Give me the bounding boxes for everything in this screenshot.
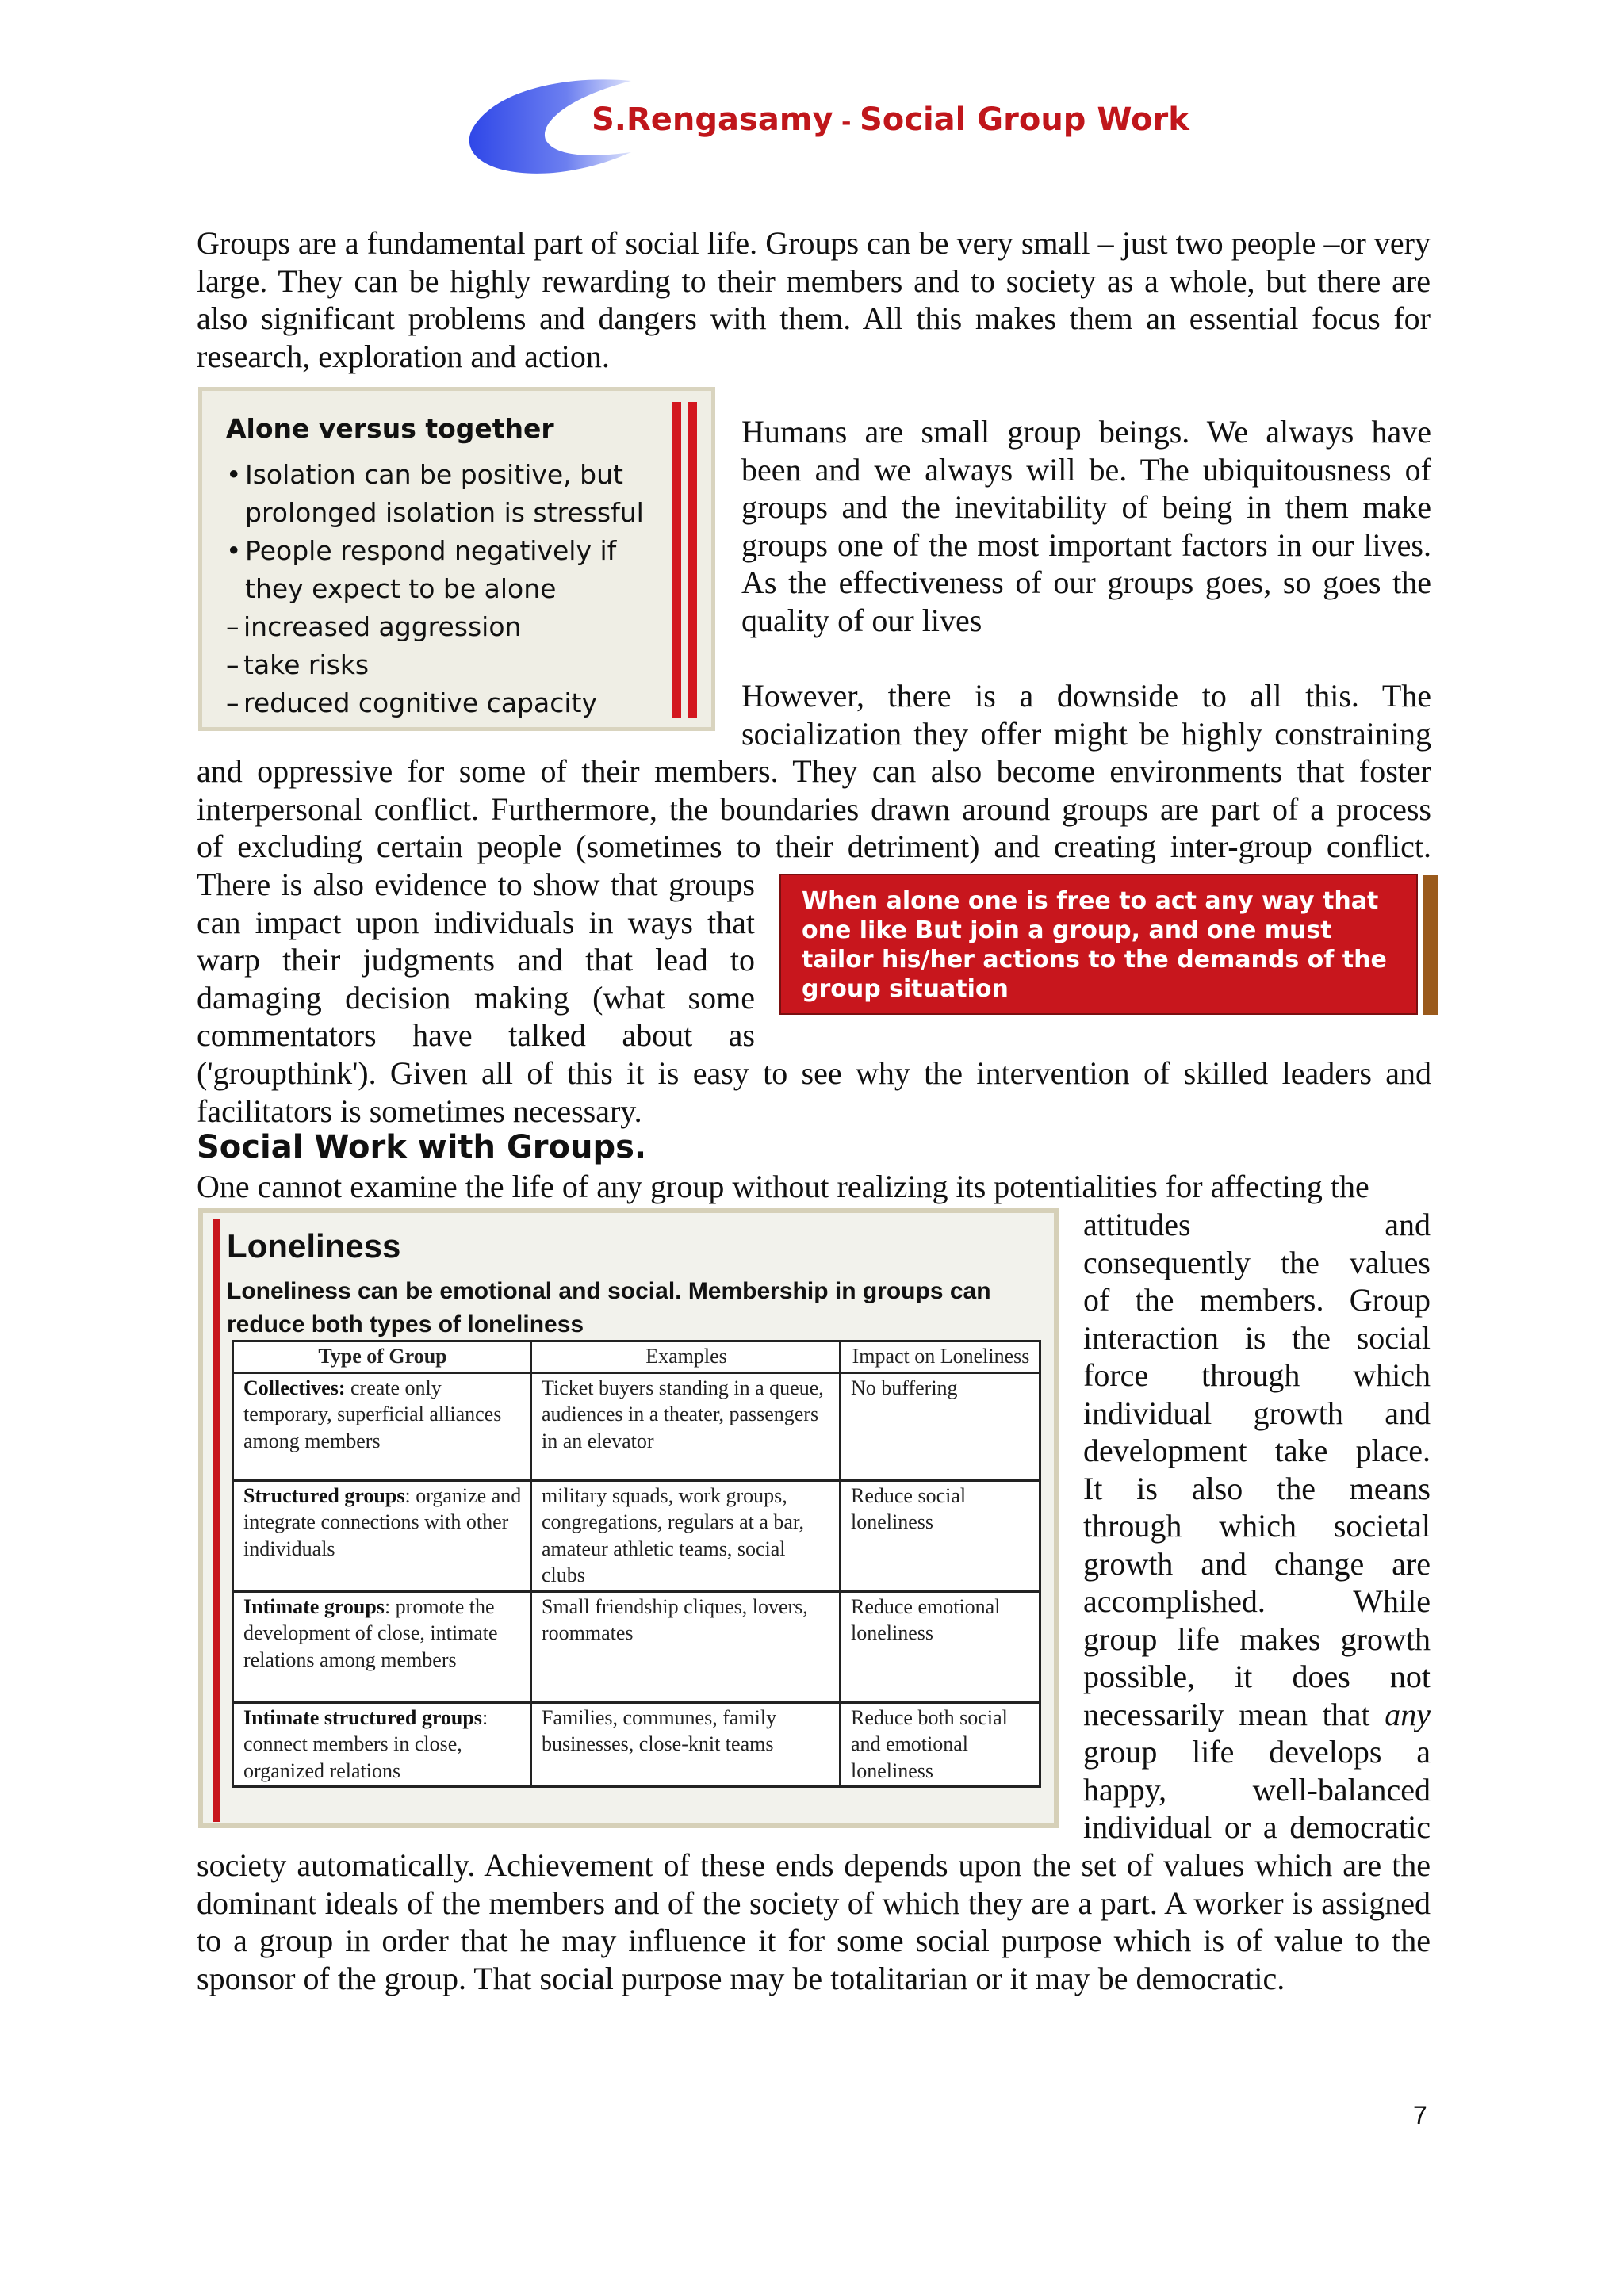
- side-line: attitudes and: [1083, 1207, 1431, 1242]
- alone-together-content: [226, 410, 670, 722]
- side-line: accomplished. While: [1083, 1583, 1431, 1619]
- section-first-line: One cannot examine the life of any group without realizing its potentialities for affecting the: [197, 1169, 1369, 1204]
- however-line: socialization they offer might be highly constraining: [741, 716, 1431, 752]
- table-cell-examples: military squads, work groups, congregations, regulars at a bar, amateur athletic teams, social clubs: [531, 1480, 841, 1591]
- alone-item-text: People respond negatively if they expect to be alone: [245, 535, 617, 604]
- alone-item: [226, 646, 670, 684]
- alone-item-text: reduced cognitive capacity: [243, 687, 597, 718]
- header-separator: -: [833, 109, 860, 136]
- humans-paragraph: Humans are small group beings. We always have been and we always will be. The ubiquitousness of groups and the inevitability of being in them make groups one of the most important factors in our lives. As the effectiveness of our groups goes, so goes the quality of our lives: [741, 414, 1431, 638]
- loneliness-subtitle: Loneliness can be emotional and social. Membership in groups can reduce both types of loneliness: [227, 1278, 991, 1337]
- alone-together-title: Alone versus together: [226, 413, 554, 444]
- side-column: [1083, 1206, 1431, 1846]
- table-cell-type: Intimate groups: promote the development of close, intimate relations among members: [233, 1591, 531, 1702]
- table-cell-impact: Reduce both social and emotional loneliness: [841, 1702, 1040, 1787]
- bullet-marker: •: [226, 459, 242, 490]
- side-line: individual growth and: [1083, 1395, 1431, 1431]
- evidence-line: There is also evidence to show that groups: [197, 867, 755, 902]
- side-line: group life makes growth: [1083, 1621, 1431, 1657]
- side-line: growth and change are: [1083, 1545, 1431, 1582]
- alone-item-text: take risks: [243, 649, 370, 680]
- table-row: [233, 1480, 1040, 1591]
- side-line: possible, it does not: [1083, 1659, 1431, 1694]
- alone-item: [226, 456, 670, 532]
- bullet-marker: •: [226, 535, 242, 566]
- decorative-red-bars: [672, 402, 699, 718]
- however-line: However, there is a downside to all this. The: [741, 678, 1431, 714]
- side-line: It is also the means: [1083, 1470, 1431, 1506]
- loneliness-red-bar: [213, 1219, 220, 1822]
- side-line: group life develops a: [1083, 1734, 1431, 1770]
- table-cell-examples: Families, communes, family businesses, close-knit teams: [531, 1702, 841, 1787]
- table-row: [233, 1372, 1040, 1480]
- header-author: S.Rengasamy: [592, 101, 833, 138]
- table-cell-examples: Ticket buyers standing in a queue, audiences in a theater, passengers in an elevator: [531, 1372, 841, 1480]
- alone-item: [226, 684, 670, 722]
- alone-item: [226, 532, 670, 608]
- side-line-italic: necessarily mean that any: [1083, 1696, 1431, 1732]
- dash-marker: –: [226, 611, 239, 642]
- header-work-title: Social Group Work: [859, 101, 1189, 138]
- header-title: [592, 101, 1189, 138]
- section-heading: Social Work with Groups.: [197, 1129, 647, 1165]
- table-cell-examples: Small friendship cliques, lovers, roommates: [531, 1591, 841, 1702]
- alone-item-text: increased aggression: [243, 611, 522, 642]
- table-row: [233, 1702, 1040, 1787]
- table-header: Examples: [531, 1341, 841, 1373]
- closing-paragraph: society automatically. Achievement of these ends depends upon the set of values which are the dominant ideals of the members and of the society of which they are a part. A worker is assigned to a group in order that he may influence it for some social purpose which is of value to the sponsor of the group. That social purpose may be totalitarian or it may be democratic.: [197, 1847, 1431, 1996]
- evidence-tail-line: facilitators is sometimes necessary.: [197, 1093, 642, 1129]
- table-header-row: [233, 1341, 1040, 1373]
- evidence-line: commentators have talked about as: [197, 1017, 755, 1053]
- alone-together-box: [198, 387, 715, 731]
- table-row: [233, 1591, 1040, 1702]
- evidence-line: damaging decision making (what some: [197, 980, 755, 1016]
- intro-paragraph: Groups are a fundamental part of social life. Groups can be very small – just two people –or very large. They can be highly rewarding to their members and to society as a whole, but there are also significant problems and dangers with them. All this makes them an essential focus for research, exploration and action.: [197, 225, 1431, 374]
- alone-item-text: Isolation can be positive, but prolonged isolation is stressful: [245, 459, 644, 528]
- side-line: interaction is the social: [1083, 1319, 1431, 1356]
- table-cell-type: Collectives: create only temporary, superficial alliances among members: [233, 1372, 531, 1480]
- loneliness-table: [232, 1340, 1041, 1788]
- page-number: 7: [1413, 2101, 1427, 2130]
- however-line: and oppressive for some of their members. They can also become environments that foster: [197, 753, 1431, 789]
- table-cell-impact: Reduce emotional loneliness: [841, 1591, 1040, 1702]
- loneliness-title: Loneliness: [227, 1227, 401, 1265]
- table-cell-impact: Reduce social loneliness: [841, 1480, 1040, 1591]
- side-line: through which societal: [1083, 1508, 1431, 1544]
- side-line: consequently the values: [1083, 1244, 1431, 1280]
- however-line: interpersonal conflict. Furthermore, the boundaries drawn around groups are part of a process: [197, 791, 1431, 827]
- loneliness-box: [198, 1208, 1059, 1828]
- red-quote-box: When alone one is free to act any way that one like But join a group, and one must tailor his/her actions to the demands of the group situation: [779, 874, 1418, 1015]
- side-line: of the members. Group: [1083, 1282, 1431, 1318]
- side-line: individual or a democratic: [1083, 1809, 1431, 1845]
- table-header: Impact on Loneliness: [841, 1341, 1040, 1373]
- evidence-line: can impact upon individuals in ways that: [197, 905, 755, 940]
- alone-item: [226, 608, 670, 646]
- side-line: development take place.: [1083, 1433, 1431, 1468]
- table-cell-impact: No buffering: [841, 1372, 1040, 1480]
- dash-marker: –: [226, 649, 239, 680]
- side-line: force through which: [1083, 1357, 1431, 1393]
- quote-side-bar: [1423, 875, 1438, 1015]
- dash-marker: –: [226, 687, 239, 718]
- table-header: Type of Group: [233, 1341, 531, 1373]
- evidence-tail-line: ('groupthink'). Given all of this it is easy to see why the intervention of skilled leaders and: [197, 1055, 1431, 1091]
- evidence-line: warp their judgments and that lead to: [197, 942, 755, 978]
- however-line: of excluding certain people (sometimes to their detriment) and creating inter-group conflict.: [197, 828, 1431, 864]
- side-line: happy, well-balanced: [1083, 1771, 1431, 1808]
- table-cell-type: Structured groups: organize and integrate connections with other individuals: [233, 1480, 531, 1591]
- table-cell-type: Intimate structured groups: connect members in close, organized relations: [233, 1702, 531, 1787]
